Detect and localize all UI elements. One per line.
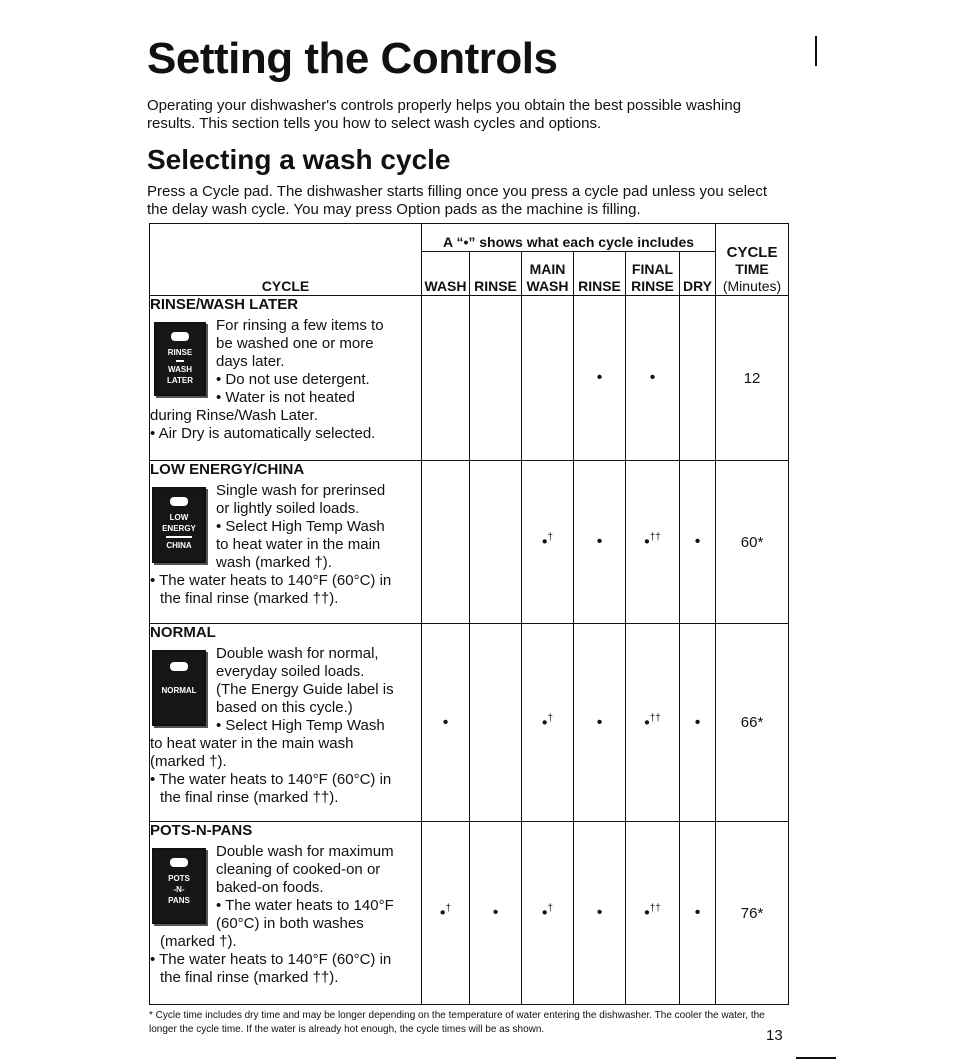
cell-dry: • bbox=[680, 624, 716, 822]
header-wash: WASH bbox=[422, 252, 470, 296]
cell-final-rinse: • bbox=[626, 296, 680, 461]
cycle-name: LOW ENERGY/CHINA bbox=[150, 461, 305, 478]
cycle-notes: Single wash for prerinsed or lightly soiled loads. • Select High Temp Wash to heat water in the main wash (marked †). • The water heats to 140°F (60°C) in the final rinse (marked ††). bbox=[150, 482, 392, 607]
cell-dry bbox=[680, 296, 716, 461]
cell-dry: • bbox=[680, 822, 716, 1005]
margin-bar bbox=[815, 36, 817, 66]
cycle-description bbox=[150, 296, 422, 461]
cell-main-wash bbox=[522, 296, 574, 461]
cycle-name: POTS-N-PANS bbox=[150, 822, 253, 839]
cycle-table bbox=[149, 223, 789, 1005]
footnote: * Cycle time includes dry time and may be longer depending on the temperature of water entering the dishwasher. The cooler the water, the longer the cycle time. If the water is already hot enough, the cycle times will be as shown. bbox=[149, 1010, 765, 1035]
cell-rinse bbox=[470, 624, 522, 822]
cell-cycle-time: 12 bbox=[716, 296, 789, 461]
cell-final-rinse: •†† bbox=[626, 624, 680, 822]
cell-rinse-2: • bbox=[574, 624, 626, 822]
section-title: Selecting a wash cycle bbox=[147, 144, 451, 175]
cell-rinse-2: • bbox=[574, 461, 626, 624]
cycle-notes: For rinsing a few items to be washed one or more days later. • Do not use detergent. • Water is not heated during Rinse/Wash Later. • Air Dry is automatically selected. bbox=[150, 317, 384, 442]
table-row bbox=[150, 461, 789, 624]
cell-main-wash: •† bbox=[522, 822, 574, 1005]
cell-dry: • bbox=[680, 461, 716, 624]
header-rinse-2: RINSE bbox=[574, 252, 626, 296]
cell-rinse bbox=[470, 296, 522, 461]
header-includes: A “•” shows what each cycle includes bbox=[422, 224, 716, 252]
page-number: 13 bbox=[766, 1027, 783, 1044]
cell-rinse: • bbox=[470, 822, 522, 1005]
cell-rinse-2: • bbox=[574, 822, 626, 1005]
cell-main-wash: •† bbox=[522, 461, 574, 624]
cycle-description bbox=[150, 461, 422, 624]
cycle-notes: Double wash for normal, everyday soiled loads. (The Energy Guide label is based on this cycle.) • Select High Temp Wash to heat water in the main wash (marked †). • The water heats to 140°F (60°C) in the final rinse (marked ††). bbox=[150, 645, 394, 806]
cell-rinse-2: • bbox=[574, 296, 626, 461]
table-row bbox=[150, 296, 789, 461]
cycle-name: NORMAL bbox=[150, 624, 216, 641]
cell-cycle-time: 60* bbox=[716, 461, 789, 624]
cell-main-wash: •† bbox=[522, 624, 574, 822]
header-main-wash: MAIN WASH bbox=[522, 252, 574, 296]
low-energy-china-pad-icon: LOW ENERGY CHINA bbox=[152, 487, 206, 563]
cycle-description bbox=[150, 624, 422, 822]
cycle-notes: Double wash for maximum cleaning of cooked-on or baked-on foods. • The water heats to 140°F (60°C) in both washes (marked †). • The water heats to 140°F (60°C) in the final rinse (marked ††). bbox=[150, 843, 394, 986]
cell-wash: •† bbox=[422, 822, 470, 1005]
normal-pad-icon: NORMAL bbox=[152, 650, 206, 726]
table-row bbox=[150, 624, 789, 822]
cell-wash: • bbox=[422, 624, 470, 822]
header-final-rinse: FINAL RINSE bbox=[626, 252, 680, 296]
cell-rinse bbox=[470, 461, 522, 624]
corner-rule bbox=[796, 1057, 836, 1059]
intro-paragraph: Operating your dishwasher's controls properly helps you obtain the best possible washing results. This section tells you how to select wash cycles and options. bbox=[147, 97, 742, 132]
cycle-description bbox=[150, 822, 422, 1005]
table-row bbox=[150, 822, 789, 1005]
cell-wash bbox=[422, 296, 470, 461]
cell-final-rinse: •†† bbox=[626, 461, 680, 624]
cell-final-rinse: •†† bbox=[626, 822, 680, 1005]
header-cycle: CYCLE bbox=[150, 224, 422, 296]
cycle-name: RINSE/WASH LATER bbox=[150, 296, 299, 313]
cell-cycle-time: 66* bbox=[716, 624, 789, 822]
page-title: Setting the Controls bbox=[147, 34, 558, 83]
rinse-wash-later-pad-icon: RINSE WASH LATER bbox=[154, 322, 206, 396]
header-cycle-time: CYCLE TIME (Minutes) bbox=[716, 224, 789, 296]
pots-n-pans-pad-icon: POTS -N- PANS bbox=[152, 848, 206, 924]
cell-cycle-time: 76* bbox=[716, 822, 789, 1005]
section-intro: Press a Cycle pad. The dishwasher starts filling once you press a cycle pad unless you select the delay wash cycle. You may press Option pads as the machine is filling. bbox=[147, 183, 768, 218]
header-rinse: RINSE bbox=[470, 252, 522, 296]
header-dry: DRY bbox=[680, 252, 716, 296]
cell-wash bbox=[422, 461, 470, 624]
